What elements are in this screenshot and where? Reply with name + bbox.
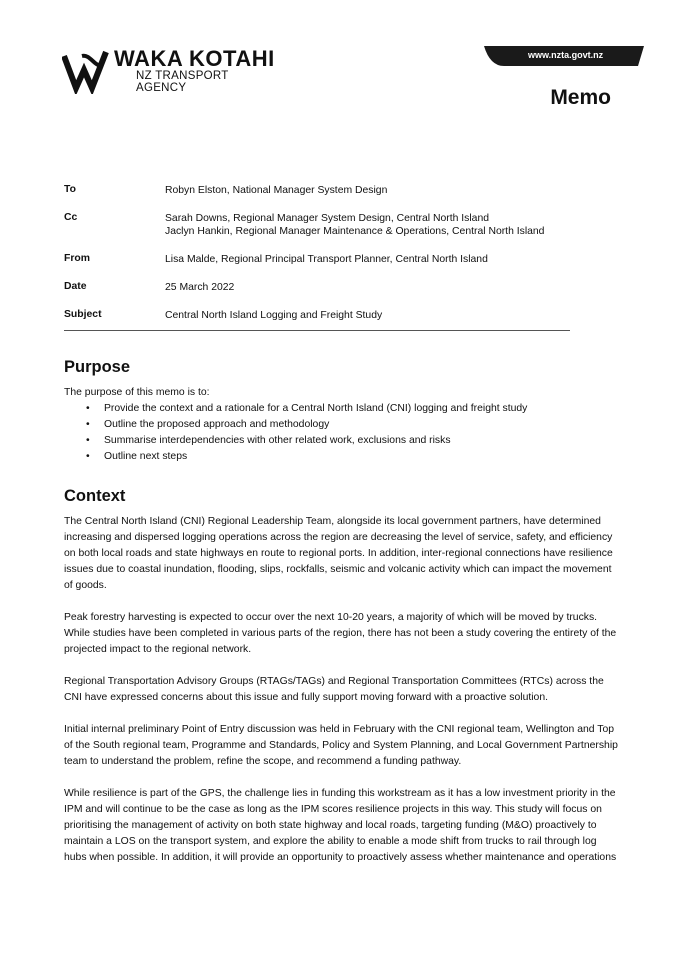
meta-row-from	[64, 253, 570, 266]
logo-sub-line2: AGENCY	[136, 82, 187, 94]
meta-row-date	[64, 281, 570, 294]
context-paragraph: Initial internal preliminary Point of Entry discussion was held in February with the CNI regional team, Wellington and Top of the South regional team, Programme and Standards, Policy and System Planning, and Local Government Partnership team to understand the problem, refine the scope, and recommend a funding pathway.	[64, 724, 618, 767]
logo-brand-text: WAKA KOTAHI	[114, 46, 275, 71]
context-paragraph: The Central North Island (CNI) Regional Leadership Team, alongside its local government partners, have determined increasing and dispersed logging operations across the region are decreasing the level of service, safety, and efficiency on both local roads and state highways en route to regional ports. In addition, inter-regional connections have resilience issues due to coastal inundation, flooding, slips, rockfalls, seismic and volcanic activity which can impact the movement of goods.	[64, 516, 613, 591]
logo-sub-line1: NZ TRANSPORT	[136, 70, 229, 82]
date-label: Date	[64, 281, 87, 292]
purpose-intro: The purpose of this memo is to:	[64, 387, 210, 398]
meta-row-cc	[64, 212, 570, 238]
purpose-bullet	[64, 433, 620, 449]
to-label: To	[64, 184, 76, 195]
purpose-bullet-text: Outline next steps	[104, 451, 188, 462]
subject-label: Subject	[64, 309, 102, 320]
purpose-bullet-text: Outline the proposed approach and methodology	[104, 419, 330, 430]
waka-kotahi-logo-icon	[62, 48, 112, 94]
bullet-dot-icon: •	[86, 451, 90, 462]
purpose-section	[64, 357, 620, 465]
from-value: Lisa Malde, Regional Principal Transport Planner, Central North Island	[165, 254, 488, 265]
context-paragraph: Regional Transportation Advisory Groups (RTAGs/TAGs) and Regional Transportation Committees (RTCs) across the CNI have expressed concerns about this issue and fully support moving forward with a proactive solution.	[64, 676, 604, 703]
purpose-bullet-list	[64, 401, 620, 465]
from-label: From	[64, 253, 90, 264]
header-divider	[64, 330, 570, 331]
purpose-heading: Purpose	[64, 358, 131, 376]
bullet-dot-icon: •	[86, 403, 90, 414]
website-banner	[484, 46, 644, 66]
context-paragraph: While resilience is part of the GPS, the challenge lies in funding this workstream as it has a low investment priority in the IPM and will continue to be the case as long as the IPM scores resilience projects in this way. This study will focus on prioritising the management of activity on both state highway and local roads, targeting funding (M&O) proactively to maintain a LOS on the transport system, and explore the ability to enable a mode shift from trucks to rail through log hubs when possible. In addition, it will provide an opportunity to proactively assess whether maintenance and operations	[64, 788, 617, 863]
waka-kotahi-logo	[62, 44, 292, 100]
cc-value-line2: Jaclyn Hankin, Regional Manager Maintenance & Operations, Central North Island	[165, 226, 545, 237]
date-value: 25 March 2022	[165, 282, 235, 293]
to-value: Robyn Elston, National Manager System Design	[165, 185, 388, 196]
memo-metadata	[64, 184, 570, 336]
purpose-bullet-text: Summarise interdependencies with other related work, exclusions and risks	[104, 435, 451, 446]
purpose-bullet	[64, 417, 620, 433]
cc-label: Cc	[64, 212, 78, 223]
meta-row-to	[64, 184, 570, 197]
bullet-dot-icon: •	[86, 435, 90, 446]
subject-value: Central North Island Logging and Freight Study	[165, 310, 383, 321]
cc-value-line1: Sarah Downs, Regional Manager System Design, Central North Island	[165, 213, 489, 224]
purpose-bullet-text: Provide the context and a rationale for a Central North Island (CNI) logging and freight study	[104, 403, 528, 414]
website-url[interactable]: www.nzta.govt.nz	[528, 50, 604, 60]
purpose-bullet	[64, 449, 620, 465]
meta-row-subject	[64, 309, 570, 322]
context-heading: Context	[64, 487, 126, 505]
document-type-title: Memo	[550, 86, 611, 109]
bullet-dot-icon: •	[86, 419, 90, 430]
context-section	[64, 486, 620, 882]
context-paragraph: Peak forestry harvesting is expected to occur over the next 10-20 years, a majority of which will be moved by trucks. While studies have been completed in various parts of the region, there has not been a study covering the entirety of the projected impact to the regional network.	[64, 612, 617, 655]
purpose-bullet	[64, 401, 620, 417]
